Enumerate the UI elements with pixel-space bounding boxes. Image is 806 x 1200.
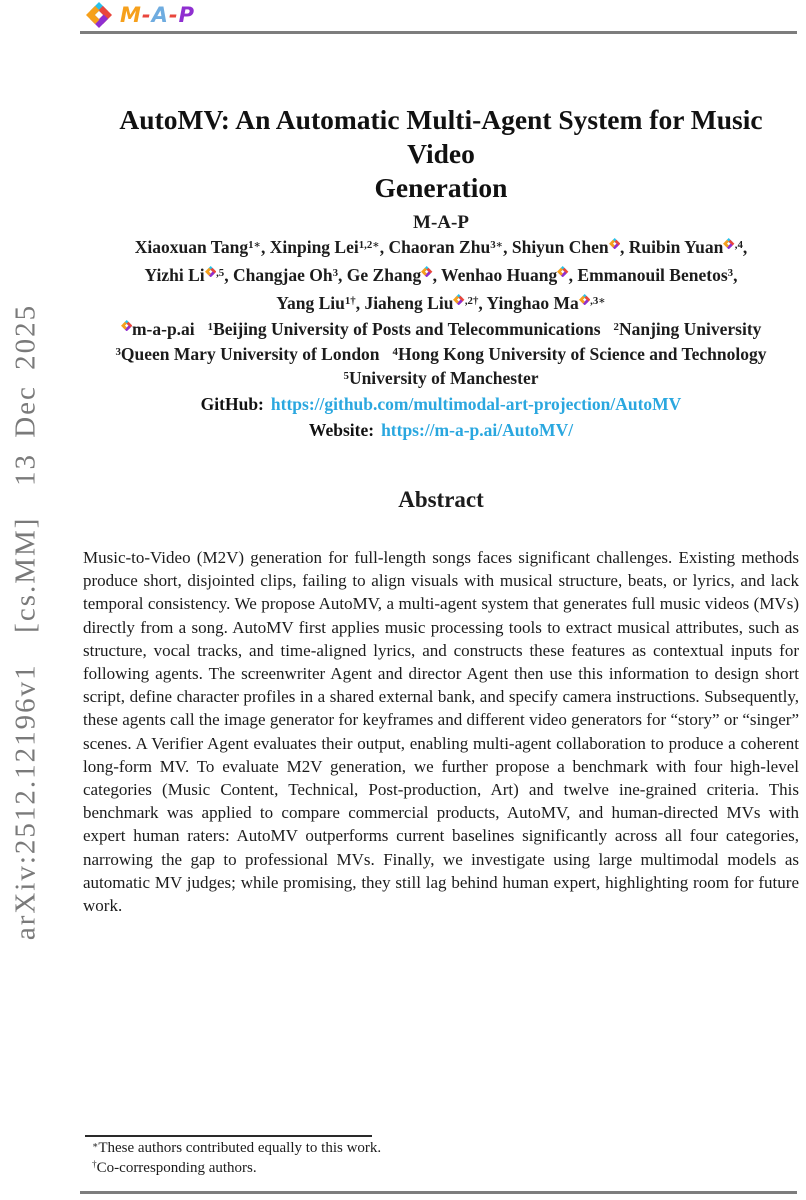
author-superscript: 3 [727, 267, 734, 280]
website-label: Website: [308, 419, 375, 440]
affiliation-line [83, 342, 799, 367]
group-name: M-A-P [413, 212, 469, 233]
author-line: Yizhi Li $^{,5}$, Changjae Oh$^3$, Ge Zhang , Wenhao Huang , Emmanouil Benetos$^3$, [144, 265, 738, 285]
map-logo-icon [86, 2, 112, 28]
author-superscript [609, 239, 620, 251]
author: Changjae Oh$^3$ [232, 265, 339, 285]
abstract-heading: Abstract [398, 487, 484, 512]
author: Xiaoxuan Tang$^{1∗}$ [134, 237, 261, 257]
footnote-marker: ∗ [92, 1140, 99, 1151]
author-superscript: 3 [332, 267, 339, 280]
map-wordmark [120, 3, 195, 27]
author: Emmanouil Benetos$^3$ [577, 265, 734, 285]
author-line: Yang Liu$^{1\dagger}$, Jiaheng Liu $^{,2\dagger}$, Yinghao Ma $^{,3∗}$ [276, 293, 606, 313]
map-flower-icon [723, 239, 734, 251]
author-superscript [557, 267, 568, 279]
wordmark-dash: - [168, 3, 179, 27]
affiliation: $^1$Beijing University of Posts and Telecommunications [207, 319, 601, 339]
author-line: Xiaoxuan Tang$^{1∗}$, Xinping Lei$^{1,2∗}$, Chaoran Zhu$^{3∗}$, Shiyun Chen , Ruibin Yuan $^{,4}$, [134, 237, 748, 257]
footnote-marker: † [92, 1160, 97, 1171]
affiliation-line [83, 317, 799, 342]
author: Ge Zhang [347, 265, 433, 285]
author: Xinping Lei$^{1,2∗}$ [269, 237, 380, 257]
author-superscript: 3∗ [490, 239, 504, 252]
author: Yang Liu$^{1\dagger}$ [276, 293, 356, 313]
map-flower-icon [205, 267, 216, 279]
title-line-2: Generation [374, 172, 508, 203]
github-line [83, 392, 799, 418]
wordmark-letter: P [178, 3, 196, 27]
header-rule [80, 31, 797, 34]
map-logo [86, 2, 195, 28]
affiliation-superscript: 3 [115, 345, 121, 358]
website-line [83, 418, 799, 444]
author-superscript: ,3∗ [579, 295, 606, 307]
map-flower-icon [453, 295, 464, 307]
affiliation-superscript: 4 [392, 345, 398, 358]
footnote: †Co-corresponding authors. [92, 1159, 257, 1176]
footnotes [83, 1139, 583, 1178]
author: Jiaheng Liu $^{,2\dagger}$ [364, 293, 479, 313]
affiliation: m-a-p.ai [121, 319, 195, 339]
author: Yinghao Ma $^{,3∗}$ [486, 293, 606, 313]
author: Chaoran Zhu$^{3∗}$ [388, 237, 504, 257]
map-flower-icon [86, 2, 112, 31]
map-flower-icon [421, 267, 432, 279]
affiliation: $^2$Nanjing University [613, 319, 762, 339]
affiliation-superscript: 2 [613, 321, 619, 334]
affiliation: $^3$Queen Mary University of London [115, 343, 380, 364]
author-superscript: 1,2∗ [358, 239, 380, 252]
author: Shiyun Chen [512, 237, 620, 257]
map-flower-icon [579, 295, 590, 307]
author-superscript: 1† [344, 295, 356, 308]
map-flower-icon [557, 267, 568, 279]
author-superscript: ,4 [723, 239, 743, 251]
affiliation-superscript: 5 [343, 370, 349, 383]
affiliation: $^4$Hong Kong University of Science and Technology [392, 343, 767, 364]
affiliations [83, 317, 799, 391]
author: Wenhao Huang [441, 265, 569, 285]
footnote: ∗These authors contributed equally to this work. [92, 1140, 382, 1156]
author-superscript: ,5 [205, 267, 225, 279]
github-label: GitHub: [200, 394, 264, 414]
map-flower-icon [609, 239, 620, 251]
wordmark-letter: A [151, 3, 169, 27]
links [83, 392, 799, 443]
github-link[interactable]: https://github.com/multimodal-art-projection/AutoMV [270, 394, 682, 414]
authors [83, 233, 799, 317]
affiliation-superscript: 1 [207, 321, 214, 334]
author: Yizhi Li $^{,5}$ [144, 265, 225, 285]
website-link[interactable]: https://m-a-p.ai/AutoMV/ [381, 419, 574, 440]
author: Ruibin Yuan $^{,4}$ [628, 237, 743, 257]
affiliation-line [83, 366, 799, 391]
author-superscript: 1∗ [248, 239, 261, 252]
author-superscript [421, 267, 432, 279]
footnote-rule [85, 1135, 372, 1137]
footer-rule [80, 1191, 797, 1194]
author-superscript: ,2† [453, 295, 478, 307]
wordmark-letter: M [120, 3, 142, 27]
paper-title [83, 103, 799, 205]
abstract-text: Music-to-Video (M2V) generation for full-length songs faces significant challenges. Existing methods produce short, disjointed clips, failing to align visuals with musical structure, beats, or lyrics, and lack temporal consistency. We propose AutoMV, a multi-agent system that generates full music videos (MVs) directly from a song. AutoMV first applies music processing tools to extract musical attributes, such as structure, vocal tracks, and time-aligned lyrics, and constructs these features as contextual inputs for following agents. The screenwriter Agent and director Agent then use this information to design short script, define character profiles in a shared external bank, and specify camera instructions. Subsequently, these agents call the image generator for keyframes and different video generators for “story” or “singer” scenes. A Verifier Agent evaluates their output, enabling multi-agent collaboration to produce a coherent long-form MV. To evaluate M2V generation, we further propose a benchmark with four high-level categories (Music Content, Technical, Post-production, Art) and twelve ine-grained criteria. This benchmark was applied to compare commercial products, AutoMV, and human-directed MVs with expert human raters: AutoMV outperforms current baselines significantly across all four categories, narrowing the gap to professional MVs. Finally, we investigate using large multimodal models as automatic MV judges; while promising, they still lag behind human expert, highlighting room for future work. [83, 548, 799, 916]
map-flower-icon [121, 321, 132, 333]
arxiv-watermark: arXiv:2512.12196v1 [cs.MM] 13 Dec 2025 [9, 303, 42, 941]
affiliation-superscript [121, 321, 132, 333]
title-line-1: AutoMV: An Automatic Multi-Agent System for Music Video [119, 104, 763, 169]
wordmark-dash: - [141, 3, 152, 27]
affiliation: $^5$University of Manchester [343, 368, 539, 388]
